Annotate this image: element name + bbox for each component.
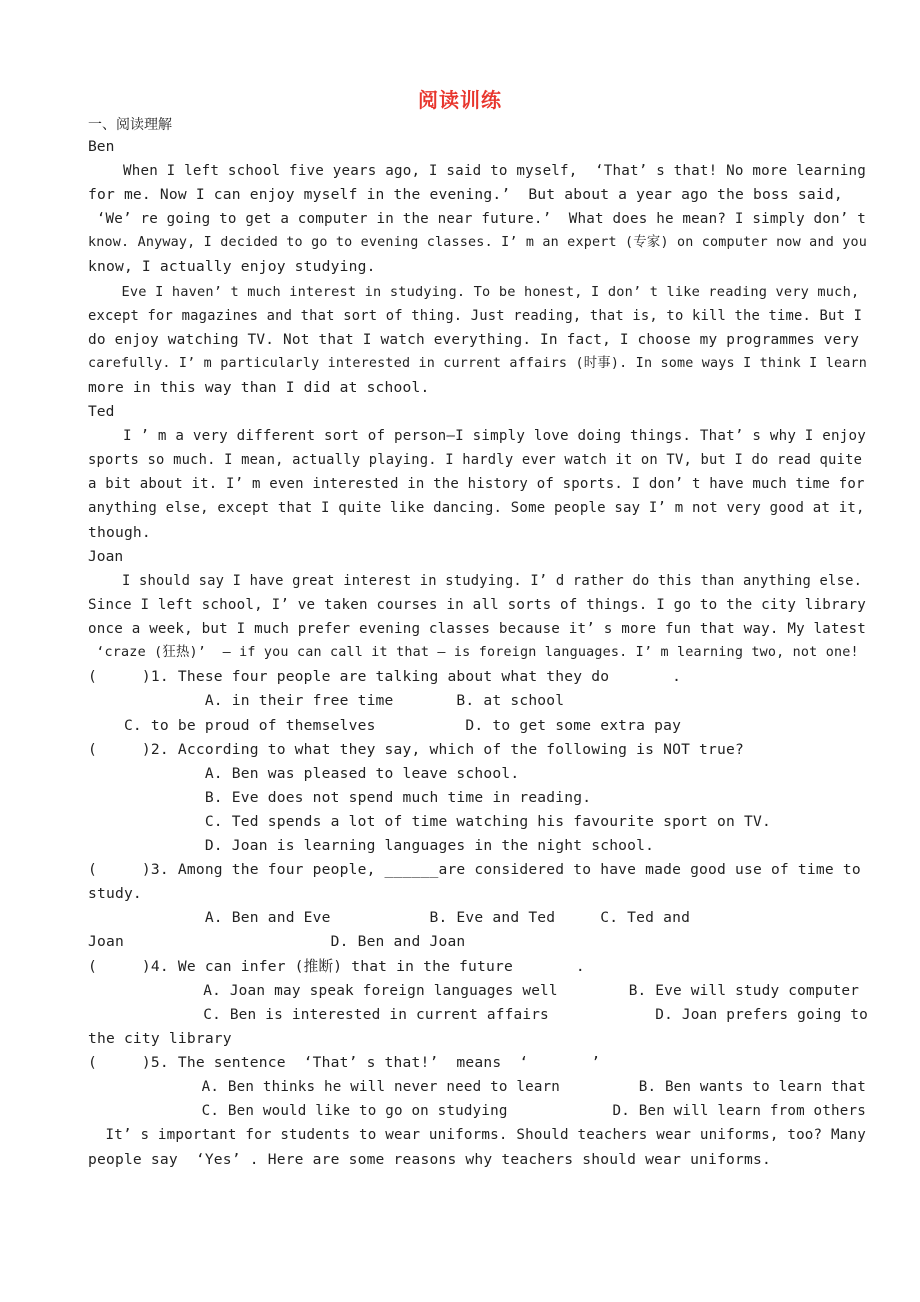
- paragraph-line: It’ s important for students to wear uniforms. Should teachers wear uniforms, too? Many: [88, 1127, 867, 1143]
- option-line: B. Eve does not spend much time in reading.: [88, 789, 592, 806]
- option-line: A. Ben was pleased to leave school.: [88, 765, 520, 782]
- paragraph-line: more in this way than I did at school.: [88, 379, 430, 396]
- paragraph-line: When I left school five years ago, I said to myself, ‘That’ s that! No more learning: [88, 163, 867, 179]
- option-line: Joan D. Ben and Joan: [88, 933, 466, 950]
- question-line: ( )3. Among the four people, ______are considered to have made good use of time to: [88, 861, 861, 878]
- speaker-name-joan: Joan: [88, 548, 124, 565]
- question-line: ( )1. These four people are talking about what they do .: [88, 668, 682, 685]
- option-line: C. Ben would like to go on studying D. Ben will learn from others: [88, 1103, 867, 1119]
- paragraph-line: a bit about it. I’ m even interested in the history of sports. I don’ t have much time for: [88, 476, 865, 492]
- paragraph-line: sports so much. I mean, actually playing. I hardly ever watch it on TV, but I do read quite: [88, 452, 863, 468]
- paragraph-line: for me. Now I can enjoy myself in the evening.’ But about a year ago the boss said,: [88, 186, 843, 203]
- paragraph-line: people say ‘Yes’ . Here are some reasons why teachers should wear uniforms.: [88, 1151, 771, 1168]
- page-title: 阅读训练: [418, 88, 502, 112]
- speaker-name-ted: Ted: [88, 403, 115, 420]
- paragraph-line: do enjoy watching TV. Not that I watch everything. In fact, I choose my programmes very: [88, 332, 860, 348]
- section-heading: 一、阅读理解: [88, 117, 172, 133]
- paragraph-line: once a week, but I much prefer evening classes because it’ s more fun that way. My latest: [88, 621, 867, 637]
- option-line: A. Ben and Eve B. Eve and Ted C. Ted and: [88, 909, 691, 926]
- option-line: the city library: [88, 1030, 232, 1047]
- paragraph-line: anything else, except that I quite like dancing. Some people say I’ m not very good at it,: [88, 500, 865, 516]
- paragraph-line: know. Anyway, I decided to go to evening classes. I’ m an expert (专家) on computer now and you: [88, 235, 868, 250]
- option-line: D. Joan is learning languages in the night school.: [88, 837, 655, 854]
- speaker-name-ben: Ben: [88, 138, 115, 155]
- paragraph-line: though.: [88, 524, 151, 541]
- option-line: C. to be proud of themselves D. to get some extra pay: [88, 717, 682, 734]
- paragraph-line: Eve I haven’ t much interest in studying. To be honest, I don’ t like reading very much,: [88, 284, 860, 300]
- option-line: A. Ben thinks he will never need to learn B. Ben wants to learn that: [88, 1079, 867, 1095]
- paragraph-line: Since I left school, I’ ve taken courses in all sorts of things. I go to the city library: [88, 597, 867, 613]
- option-line: A. Joan may speak foreign languages well B. Eve will study computer: [88, 983, 860, 999]
- paragraph-line: I should say I have great interest in studying. I’ d rather do this than anything else.: [88, 573, 863, 589]
- question-line: ( )2. According to what they say, which of the following is NOT true?: [88, 741, 744, 758]
- option-line: A. in their free time B. at school: [88, 692, 565, 709]
- paragraph-line: carefully. I’ m particularly interested in current affairs (时事). In some ways I think I learn: [88, 356, 868, 371]
- option-line: C. Ted spends a lot of time watching his favourite sport on TV.: [88, 813, 771, 830]
- paragraph-line: I ’ m a very different sort of person—I simply love doing things. That’ s why I enjoy: [88, 428, 867, 444]
- paragraph-line: except for magazines and that sort of thing. Just reading, that is, to kill the time. But I: [88, 308, 863, 324]
- question-line: study.: [88, 885, 142, 902]
- option-line: C. Ben is interested in current affairs D. Joan prefers going to: [88, 1007, 869, 1023]
- paragraph-line: ‘craze (狂热)’ — if you can call it that — is foreign languages. I’ m learning two, not one!: [88, 645, 859, 660]
- question-line: ( )4. We can infer (推断) that in the future .: [88, 958, 585, 975]
- paragraph-line: ‘We’ re going to get a computer in the near future.’ What does he mean? I simply don’ t: [88, 211, 867, 227]
- paragraph-line: know, I actually enjoy studying.: [88, 258, 376, 275]
- question-line: ( )5. The sentence ‘That’ s that!’ means ‘ ’: [88, 1054, 601, 1071]
